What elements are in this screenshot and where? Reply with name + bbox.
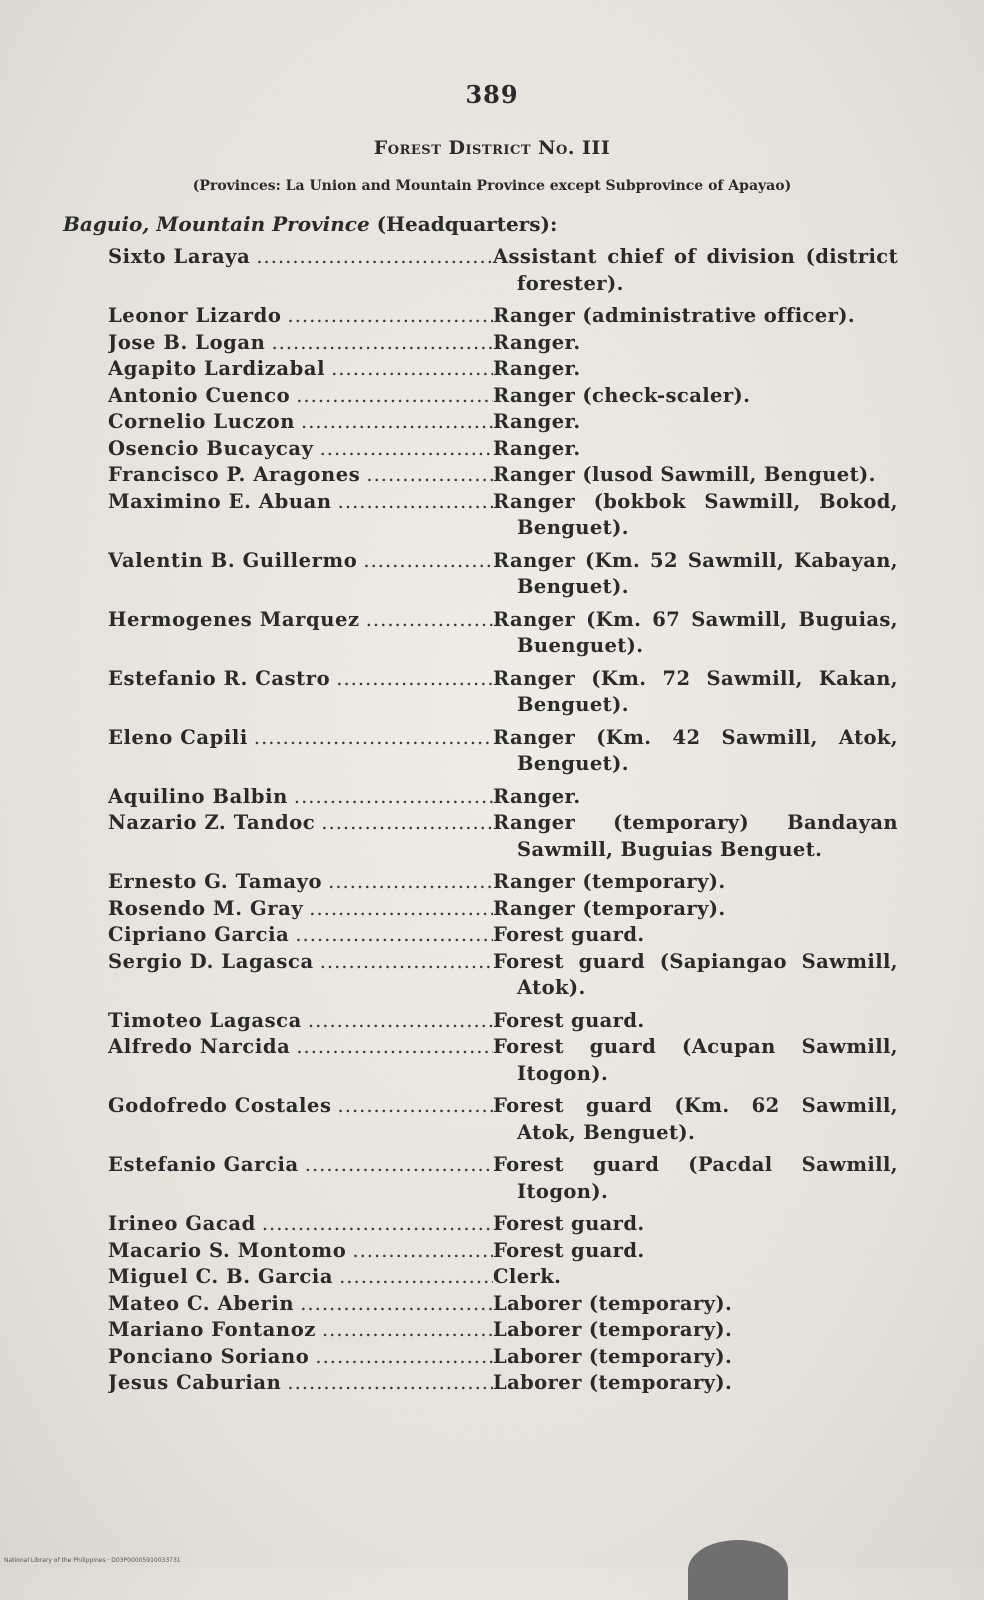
dot-leader bbox=[366, 462, 493, 489]
staff-position: Ranger (Km. 52 Sawmill, Kabayan, Benguet). bbox=[493, 548, 898, 598]
staff-position: Ranger (temporary). bbox=[493, 896, 726, 920]
dot-leader bbox=[254, 725, 493, 752]
roster-entry bbox=[108, 1370, 898, 1397]
district-title: Forest District No. III bbox=[373, 137, 611, 159]
staff-name: Valentin B. Guillermo bbox=[108, 548, 358, 572]
staff-position: Laborer (temporary). bbox=[493, 1371, 733, 1394]
roster-entry bbox=[108, 1008, 898, 1035]
roster-entry bbox=[108, 548, 898, 601]
staff-name: Ponciano Soriano bbox=[108, 1344, 310, 1368]
roster-entry bbox=[108, 922, 898, 949]
staff-name: Cornelio Luczon bbox=[108, 410, 296, 433]
dot-leader bbox=[321, 810, 493, 837]
roster-entry bbox=[108, 436, 898, 463]
roster-entry bbox=[108, 1093, 898, 1146]
staff-name: Cipriano Garcia bbox=[108, 923, 290, 946]
staff-position: Laborer (temporary). bbox=[493, 1344, 733, 1368]
roster-entry bbox=[108, 1034, 898, 1087]
scan-edge-blot bbox=[688, 1540, 788, 1600]
staff-position: Forest guard (Pacdal Sawmill, Itogon). bbox=[493, 1153, 898, 1203]
dot-leader bbox=[320, 436, 493, 463]
page-number: 389 bbox=[465, 80, 519, 109]
staff-position: Forest guard. bbox=[493, 1008, 645, 1032]
staff-position: Assistant chief of division (district forester). bbox=[493, 245, 898, 295]
dot-leader bbox=[288, 303, 493, 330]
staff-name: Osencio Bucaycay bbox=[108, 436, 314, 460]
roster-entry bbox=[108, 383, 898, 410]
staff-name: Sixto Laraya bbox=[108, 245, 251, 268]
staff-position: Laborer (temporary). bbox=[493, 1318, 733, 1341]
dot-leader bbox=[315, 1344, 493, 1371]
dot-leader bbox=[301, 409, 493, 436]
staff-roster bbox=[108, 244, 898, 1397]
dot-leader bbox=[294, 784, 493, 811]
staff-name: Irineo Gacad bbox=[108, 1212, 256, 1235]
dot-leader bbox=[339, 1264, 493, 1291]
roster-entry bbox=[108, 869, 898, 896]
dot-leader bbox=[296, 1034, 493, 1061]
staff-name: Jose B. Logan bbox=[108, 330, 266, 354]
dot-leader bbox=[295, 922, 493, 949]
staff-name: Antonio Cuenco bbox=[108, 383, 291, 407]
dot-leader bbox=[309, 896, 493, 923]
dot-leader bbox=[296, 383, 493, 410]
staff-position: Ranger (temporary) Bandayan Sawmill, Buguias Benguet. bbox=[493, 811, 898, 861]
dot-leader bbox=[308, 1008, 493, 1035]
roster-entry bbox=[108, 356, 898, 383]
staff-name: Mariano Fontanoz bbox=[108, 1318, 316, 1341]
staff-name: Ernesto G. Tamayo bbox=[108, 870, 323, 893]
dot-leader bbox=[305, 1152, 493, 1179]
staff-position: Ranger (administrative officer). bbox=[493, 304, 856, 327]
staff-name: Mateo C. Aberin bbox=[108, 1291, 295, 1315]
dot-leader bbox=[300, 1291, 493, 1318]
staff-position: Forest guard. bbox=[493, 1238, 645, 1262]
staff-name: Estefanio R. Castro bbox=[108, 666, 331, 690]
dot-leader bbox=[271, 330, 493, 357]
roster-entry bbox=[108, 330, 898, 357]
staff-name: Hermogenes Marquez bbox=[108, 607, 360, 631]
roster-entry bbox=[108, 896, 898, 923]
roster-entry bbox=[108, 607, 898, 660]
staff-name: Godofredo Costales bbox=[108, 1094, 332, 1117]
roster-entry bbox=[108, 784, 898, 811]
staff-name: Nazario Z. Tandoc bbox=[108, 811, 316, 834]
roster-entry bbox=[108, 1344, 898, 1371]
roster-entry bbox=[108, 725, 898, 778]
staff-name: Francisco P. Aragones bbox=[108, 463, 361, 486]
dot-leader bbox=[331, 356, 493, 383]
staff-name: Jesus Caburian bbox=[108, 1371, 282, 1394]
roster-entry bbox=[108, 1291, 898, 1318]
dot-leader bbox=[363, 548, 493, 575]
roster-entry bbox=[108, 1211, 898, 1238]
roster-entry bbox=[108, 1238, 898, 1265]
staff-position: Clerk. bbox=[493, 1265, 562, 1288]
roster-entry bbox=[108, 409, 898, 436]
staff-position: Forest guard (Sapiangao Sawmill, Atok). bbox=[493, 949, 898, 999]
staff-position: Ranger (Km. 67 Sawmill, Buguias, Buenguet). bbox=[493, 607, 898, 657]
staff-position: Forest guard (Acupan Sawmill, Itogon). bbox=[493, 1035, 898, 1085]
roster-entry bbox=[108, 1317, 898, 1344]
provinces-note: (Provinces: La Union and Mountain Province except Subprovince of Apayao) bbox=[192, 178, 792, 194]
staff-position: Ranger. bbox=[493, 436, 581, 460]
roster-entry bbox=[108, 244, 898, 297]
roster-entry bbox=[108, 303, 898, 330]
roster-entry bbox=[108, 1152, 898, 1205]
dot-leader bbox=[336, 666, 493, 693]
roster-entry bbox=[108, 949, 898, 1002]
staff-position: Ranger. bbox=[493, 357, 581, 380]
roster-entry bbox=[108, 489, 898, 542]
staff-position: Ranger. bbox=[493, 410, 581, 433]
staff-name: Eleno Capili bbox=[108, 725, 248, 749]
staff-name: Rosendo M. Gray bbox=[108, 896, 304, 920]
location-place: Baguio, Mountain Province bbox=[63, 212, 370, 236]
roster-entry bbox=[108, 810, 898, 863]
dot-leader bbox=[320, 949, 493, 976]
dot-leader bbox=[256, 244, 493, 271]
staff-name: Aquilino Balbin bbox=[108, 784, 288, 808]
roster-entry bbox=[108, 666, 898, 719]
dot-leader bbox=[366, 607, 493, 634]
staff-name: Macario S. Montomo bbox=[108, 1238, 347, 1262]
staff-name: Sergio D. Lagasca bbox=[108, 949, 314, 973]
roster-entry bbox=[108, 1264, 898, 1291]
staff-position: Forest guard (Km. 62 Sawmill, Atok, Benguet). bbox=[493, 1094, 898, 1144]
dot-leader bbox=[287, 1370, 493, 1397]
staff-name: Agapito Lardizabal bbox=[108, 357, 326, 380]
staff-position: Ranger (bokbok Sawmill, Bokod, Benguet). bbox=[493, 489, 898, 539]
location-heading bbox=[63, 212, 557, 236]
staff-position: Ranger (temporary). bbox=[493, 870, 726, 893]
staff-position: Ranger. bbox=[493, 784, 581, 808]
staff-name: Maximino E. Abuan bbox=[108, 489, 332, 513]
staff-name: Leonor Lizardo bbox=[108, 304, 282, 327]
dot-leader bbox=[352, 1238, 493, 1265]
dot-leader bbox=[338, 1093, 493, 1120]
location-label: (Headquarters): bbox=[376, 212, 558, 236]
dot-leader bbox=[338, 489, 493, 516]
staff-name: Timoteo Lagasca bbox=[108, 1008, 302, 1032]
staff-position: Laborer (temporary). bbox=[493, 1291, 733, 1315]
staff-position: Ranger (lusod Sawmill, Benguet). bbox=[493, 463, 876, 486]
staff-position: Ranger (check-scaler). bbox=[493, 383, 751, 407]
staff-name: Alfredo Narcida bbox=[108, 1035, 291, 1058]
staff-name: Estefanio Garcia bbox=[108, 1153, 299, 1176]
staff-position: Forest guard. bbox=[493, 1212, 645, 1235]
dot-leader bbox=[322, 1317, 493, 1344]
roster-entry bbox=[108, 462, 898, 489]
staff-position: Forest guard. bbox=[493, 923, 645, 946]
library-footer-mark: National Library of the Philippines · D03P00005910033731 bbox=[4, 1557, 181, 1564]
staff-position: Ranger (Km. 72 Sawmill, Kakan, Benguet). bbox=[493, 666, 898, 716]
dot-leader bbox=[262, 1211, 493, 1238]
dot-leader bbox=[328, 869, 493, 896]
staff-position: Ranger (Km. 42 Sawmill, Atok, Benguet). bbox=[493, 725, 898, 775]
staff-position: Ranger. bbox=[493, 330, 581, 354]
staff-name: Miguel C. B. Garcia bbox=[108, 1265, 334, 1288]
